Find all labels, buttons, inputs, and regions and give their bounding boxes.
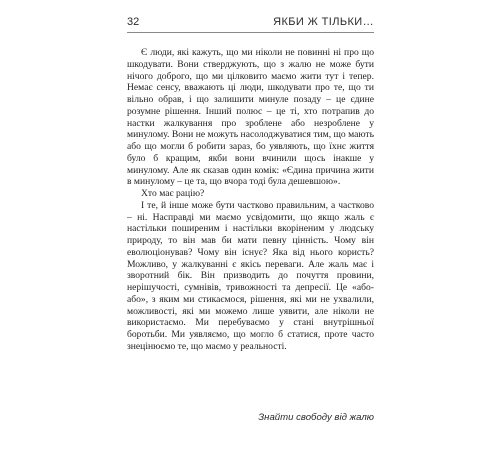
running-title: ЯКБИ Ж ТІЛЬКИ… <box>273 16 374 28</box>
page-number: 32 <box>127 16 140 28</box>
paragraph-1: Є люди, які кажуть, що ми ніколи не повинні ні про що шкодувати. Вони стверджують, що з жалю не може бути нічого доброго, що ми цілковито маємо жити тут і тепер. Немає сенсу, вважають ці люди, шкодувати про те, що ти вільно обрав, і що залишити минуле позаду – це єдине розумне рішення. Інший полюс – це ті, хто потрапив до настки жалкування про зроблене або незроблене у минулому. Вони не можуть насолоджуватися тим, що мають або що могли б робити зараз, бо уявляють, що їхнє життя було б кращим, якби вони вчинили щось інакше у минулому. Але як сказав один комік: «Єдина причина жити в минулому – це та, що вчора тоді була дешевшою». <box>127 47 374 188</box>
paragraph-3: І те, й інше може бути частково правильним, а частково – ні. Насправді ми маємо усвідомити, що якщо жаль є настільки поширеним і настільки вкоріненим у людську природу, то він мав би мати певну цінність. Чому він еволюціонував? Чому він існує? Яка від нього користь? Можливо, у жалкуванні є якісь переваги. Але жаль має і зворотний бік. Він призводить до почуття провини, нерішучості, сумнівів, тривожності та депресії. Це «або-або», з яким ми стикаємося, рішення, які ми не ухвалили, можливості, які ми можемо лише уявити, але ніколи не використаємо. Ми перебуваємо у стані внутрішньої боротьби. Ми уявляємо, що могло б статися, проте часто знецінюємо те, що маємо у реальності. <box>127 199 374 352</box>
body-text <box>127 47 374 353</box>
paragraph-2: Хто має рацію? <box>141 188 205 199</box>
page-header <box>127 14 374 33</box>
section-footer-title: Знайти свободу від жалю <box>258 412 374 423</box>
